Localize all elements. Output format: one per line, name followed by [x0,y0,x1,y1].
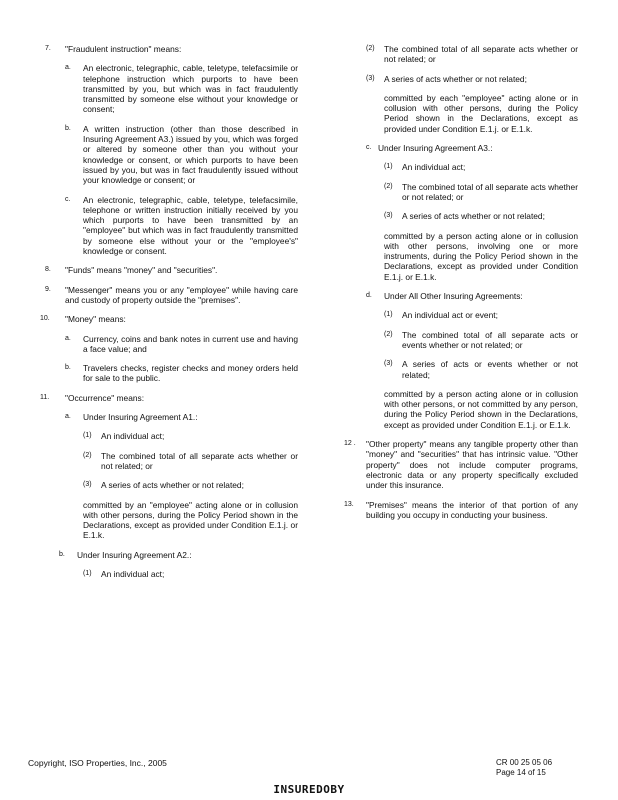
subitem-label: b. [65,364,71,372]
subitem-b [59,550,298,580]
subitem-label: c. [65,195,71,203]
subitem-text: Under Insuring Agreement A3.: [378,143,493,154]
subitem-label: a. [65,64,71,72]
paragraph-tail: committed by a person acting alone or in collusion with other persons, or not committed by any person, during the Policy Period shown in the Declarations, except as provided under Condition E.1.j. or E.1.k. [384,388,578,430]
subitem-a [65,63,298,114]
paragraph-3 [384,359,578,380]
paragraph-tail: committed by each "employee" acting alone or in collusion with other persons, during the Policy Period shown in the Declarations, except as provided under Condition E.1.j. or E.1.k. [384,92,578,134]
subitem-a [65,334,298,355]
subitem-text: A written instruction (other than those described in Insuring Agreement A3.) issued by you, which was forged or altered by someone other than you without your knowledge or consent, or which purports to have been issued by you, but was in fact fraudulently issued without your knowledge or consent; or [83,123,298,186]
subitem-label: a. [65,413,71,421]
paragraph-label: (3) [366,74,375,82]
item-number: 9. [45,285,51,293]
paragraph-text: An individual act; [101,568,165,579]
subitem-b [65,124,298,186]
paragraph-3 [384,211,578,221]
definition-heading: "Fraudulent instruction" means: [65,44,182,54]
subitem-b [65,363,298,384]
item-number: 12 . [344,440,356,448]
subitem-text: An electronic, telegraphic, cable, teletype, telefacsimile, telephone or written instruction initially received by you which purports to have been transmitted by an "employee" but which was in fact fraudulently transmitted by someone else without your or the "employee's" knowledge or consent. [83,194,298,257]
paragraph-text: The combined total of all separate acts whether or not related; or [402,181,578,202]
subitem-label: a. [65,334,71,342]
paragraph-3 [83,480,298,490]
subitem-c [344,143,578,282]
subitem-text: An electronic, telegraphic, cable, teletype, telefacsimile or telephone instruction which purports to have been transmitted by you, but which was in fact fraudulently transmitted by someone else without your knowledge or consent; [83,63,298,115]
form-page-info [496,758,552,778]
definition-12 [344,439,578,490]
paragraph-2 [384,182,578,203]
form-number: CR 00 25 05 06 [496,758,553,767]
paragraph-text: The combined total of all separate acts whether or not related; or [384,44,578,65]
paragraph-text: The combined total of all separate acts whether or not related; or [101,450,298,471]
paragraph-tail: committed by a person acting alone or in collusion with other persons, involving one or more instruments, during the Policy Period shown in the Declarations, except as provided under Condition E.1.j. or E.1.k. [384,230,578,282]
paragraph-text: A series of acts or events whether or not related; [402,359,578,380]
item-number: 8. [45,266,51,274]
definition-11 [40,393,298,580]
paragraph-label: (3) [83,481,92,489]
paragraph-label: (1) [384,311,393,319]
subitem-text: Currency, coins and bank notes in current use and having a face value; and [83,333,298,354]
paragraph-label: (1) [83,569,92,577]
paragraph-2 [366,44,578,65]
paragraph-label: (2) [384,182,393,190]
definition-8 [40,265,298,275]
definition-13 [344,500,578,521]
subitem-text: Under Insuring Agreement A2.: [77,549,192,560]
paragraph-label: (2) [366,45,375,52]
paragraph-3 [366,74,578,84]
definition-7 [40,44,298,256]
subitem-label: c. [366,144,372,152]
subitem-a [65,412,298,541]
subitem-label: b. [65,124,71,132]
definition-text: "Messenger" means you or any "employee" while having care and custody of property outside the "premises". [65,284,298,305]
definition-text: "Premises" means the interior of that portion of any building you occupy in conducting your business. [366,499,578,520]
paragraph-label: (1) [384,163,393,171]
paragraph-label: (3) [384,360,393,368]
right-column [344,44,578,520]
paragraph-text: A series of acts whether or not related; [402,211,545,222]
paragraph-1 [384,310,578,320]
paragraph-1 [77,569,298,579]
paragraph-label: (2) [384,330,393,338]
left-column [40,44,298,579]
paragraph-text: An individual act; [402,162,466,173]
paragraph-text: An individual act or event; [402,310,498,321]
copyright-notice: Copyright, ISO Properties, Inc., 2005 [28,758,167,768]
subitem-text: Under Insuring Agreement A1.: [83,412,198,423]
paragraph-text: An individual act; [101,431,165,442]
paragraph-2 [83,451,298,472]
paragraph-1 [83,431,298,441]
subitem-text: Under All Other Insuring Agreements: [384,291,523,302]
paragraph-tail: committed by an "employee" acting alone or in collusion with other persons, during the Policy Period shown in the Declarations, except as provided under Condition E.1.j. or E.1.k. [83,499,298,541]
paragraph-text: The combined total of all separate acts or events whether or not related; or [402,329,578,350]
paragraph-2 [384,330,578,351]
item-number: 11. [40,393,50,401]
subitem-text: Travelers checks, register checks and money orders held for sale to the public. [83,363,298,384]
subitem-c [65,195,298,257]
subitem-label: b. [59,550,65,558]
paragraph-label: (2) [83,451,92,459]
item-number: 13. [344,500,354,508]
definition-10 [40,314,298,383]
subitem-b-continued [326,44,578,84]
item-number: 10. [40,315,50,323]
page-number: Page 14 of 15 [496,768,546,777]
subitem-label: d. [366,292,372,300]
paragraph-label: (3) [384,212,393,220]
definition-heading: "Money" means: [65,314,126,325]
watermark-text: INSUREDOBY [273,783,345,796]
paragraph-text: A series of acts whether or not related; [384,73,527,84]
paragraph-label: (1) [83,432,92,440]
paragraph-text: A series of acts whether or not related; [101,480,244,491]
subitem-d [344,291,578,430]
item-number: 7. [45,45,51,52]
definition-9 [40,285,298,306]
definition-text: "Funds" means "money" and "securities". [65,265,218,276]
definition-text: "Other property" means any tangible property other than "money" and "securities" that has intrinsic value. "Other property" does not include computer programs, electronic data or any property specifically excluded under this insurance. [366,439,578,491]
definition-heading: "Occurrence" means: [65,392,145,403]
paragraph-1 [384,162,578,172]
